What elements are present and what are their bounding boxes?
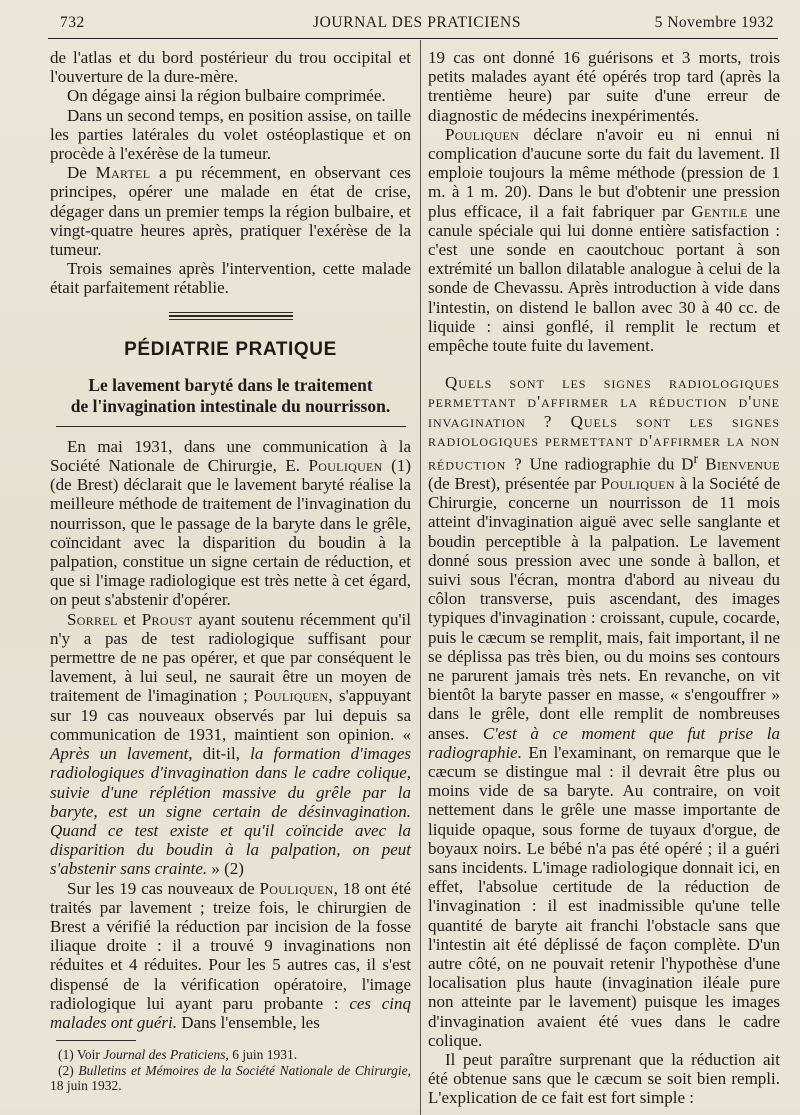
superscript: r bbox=[693, 451, 699, 468]
text-run: (1) Voir bbox=[58, 1047, 104, 1063]
paragraph: Il peut paraître surprenant que la réduction ait été obtenue sans que le cæcum se soit bien rempli. L'explication de ce fait est fort simple : bbox=[428, 1050, 780, 1108]
text-run: , 18 juin 1932. bbox=[50, 1062, 411, 1093]
author-name: Pouliquen bbox=[254, 686, 329, 706]
text-run: déclare n'avoir eu ni ennui ni complication d'aucune sorte du fait du lavement. Il emploie toujours la même méthode (pression de 1 m. à 1 m. 20). Dans le but d'obtenir une pression plus efficace, il a fait fabriquer par bbox=[428, 124, 780, 221]
header-rule bbox=[48, 38, 778, 39]
text-run: En mai 1931, dans une communication à la Société Nationale de Chirurgie, E. bbox=[50, 436, 411, 476]
paragraph: 19 cas ont donné 16 guérisons et 3 morts, trois petits malades ayant été opérés trop tard (après la trentième heure) par suite d'une erreur de diagnostic de médecins inexpérimentés. bbox=[428, 48, 780, 125]
article-title-line: Le lavement baryté dans le traitement bbox=[88, 374, 373, 395]
author-name: Proust bbox=[141, 609, 193, 629]
paragraph: Dans un second temps, en position assise, on taille les parties latérales du volet ostéoplastique et on procède à l'exérèse de la tumeur. bbox=[50, 105, 411, 164]
text-run: et bbox=[117, 609, 142, 629]
text-run: , 18 ont été traités par lavement ; treize fois, le chirurgien de Brest a vérifié la réduction par incision de la fosse iliaque droite : il a trouvé 9 invaginations non réduites et 4 réduites. Pour les 5 autres cas, il s'est dispensé de la vérification opératoire, l'image radiologique lui ayant paru probante : bbox=[50, 878, 411, 1013]
author-name: Pouliquen bbox=[308, 456, 383, 476]
running-header bbox=[60, 14, 774, 36]
article-title bbox=[50, 375, 411, 417]
text-run: (2) bbox=[58, 1062, 79, 1078]
text-run: (1) (de Brest) déclarait que le lavement baryté réalise la meilleure méthode de traitement de l'invagination du nourrisson, que le passage de la baryte dans le grêle, coïncidant avec la disparition du boudin à la palpation, constitue un signe certain de réduction, et que si l'image radiologique est très nette à cet égard, on peut s'abstenir d'opérer. bbox=[50, 456, 411, 610]
footnote bbox=[50, 1063, 411, 1094]
footnotes bbox=[50, 1047, 411, 1093]
right-column bbox=[428, 48, 780, 1108]
text-run: , 6 juin 1931. bbox=[225, 1047, 298, 1063]
column-divider bbox=[420, 40, 421, 1115]
paragraph: de l'atlas et du bord postérieur du trou occipital et l'ouverture de la dure-mère. bbox=[50, 48, 411, 87]
citation: Journal des Praticiens bbox=[103, 1047, 226, 1063]
author-name: Bienvenue bbox=[698, 454, 780, 474]
spacer bbox=[428, 355, 780, 373]
paragraph bbox=[50, 163, 411, 259]
text-run: , dit-il, bbox=[188, 744, 251, 764]
quote: Après un lavement bbox=[50, 744, 189, 764]
journal-title: JOURNAL DES PRATICIENS bbox=[312, 14, 522, 31]
article-title-line: de l'invagination intestinale du nourrisson. bbox=[70, 395, 391, 416]
paragraph bbox=[50, 879, 411, 1033]
text-run: Sur les 19 cas nouveaux de bbox=[67, 878, 260, 898]
paragraph bbox=[50, 610, 411, 879]
author-name: Pouliquen bbox=[259, 878, 334, 898]
footnote-rule bbox=[56, 1040, 136, 1041]
paragraph bbox=[428, 125, 780, 355]
quote: la formation d'images radiologiques d'invagination dans le cadre colique, suivie d'une réplétion massive du grêle par la baryte, est un signe certain de désinvagination. Quand ce test existe et qu'il coïncide avec la disparition du boudin à la palpation, on peut s'abstenir sans crainte. bbox=[50, 744, 411, 879]
left-column bbox=[50, 48, 411, 1093]
text-run: a pu récemment, en observant ces principes, opérer une malade en état de crise, dégager dans un premier temps la région bulbaire, et vingt-quatre heures après, pratiquer l'exérèse de la tumeur. bbox=[50, 163, 411, 260]
section-title: PÉDIATRIE PRATIQUE bbox=[124, 338, 337, 360]
text-run: En l'examinant, on remarque que le cæcum se distingue mal : il devrait être plus ou moins vide de sa baryte. Au contraire, on voit nettement dans le grêle une masse importante de liquide opaque, sous forme de tuyaux d'orgue, de boyaux noirs. Le bébé n'a pas été opéré ; il a guéri sans incidents. L'image radiologique donnait ici, en effet, l'absolue certitude de la réduction de l'invagination : il est inadmissible qu'une telle quantité de baryte ait franchi l'obstacle sans que l'intestin ait été déplissé de façon complète. D'un autre côté, on ne pouvait retenir l'hypothèse d'une localisation plus haute (invagination iléale pure non atteinte par le lavement) puisque les images d'invagination avaient été vues dans le cadre colique. bbox=[428, 742, 780, 1050]
author-name: Martel bbox=[95, 163, 151, 183]
decorative-rule bbox=[169, 312, 293, 322]
text-run: (de Brest), présentée par bbox=[428, 473, 601, 493]
text-run: Dans l'ensemble, les bbox=[177, 1012, 320, 1032]
paragraph bbox=[50, 437, 411, 610]
text-run: De bbox=[67, 163, 96, 183]
author-name: Gentile bbox=[691, 201, 748, 221]
issue-date: 5 Novembre 1932 bbox=[654, 14, 774, 31]
title-rule bbox=[56, 426, 406, 427]
citation: Bulletins et Mémoires de la Société Nationale de Chirurgie bbox=[78, 1062, 408, 1078]
text-run: , s'appuyant sur 19 cas nouveaux observés par lui depuis sa communication de 1931, maintient son opinion. « bbox=[50, 686, 411, 744]
footnote bbox=[50, 1047, 411, 1062]
paragraph: Trois semaines après l'intervention, cette malade était parfaitement rétablie. bbox=[50, 259, 411, 298]
paragraph: On dégage ainsi la région bulbaire comprimée. bbox=[67, 86, 386, 106]
text-run: Une radiographie du D bbox=[522, 454, 694, 474]
quote: C'est à ce moment que fut prise la radiographie. bbox=[428, 723, 780, 762]
author-name: Sorrel bbox=[67, 609, 118, 629]
text-run: à la Société de Chirurgie, concerne un nourrisson de 11 mois atteint d'invagination aiguë avec selle sanglante et boudin perceptible à la palpation. Le lavement donné sous pression avec une sonde à ballon, et suivi sous l'écran, montra d'abord au niveau du côlon transverse, puis ascendant, des images typiques d'invagination : croissant, cupule, cocarde, puis le cæcum se remplit, mais, fait important, il ne se déplissa pas très bien, ou du moins ses contours ne parurent jamais très nets. En revanche, on vit bientôt la baryte passer en masse, « s'engouffrer » dans le grêle, dont elle remplit de nombreuses anses. bbox=[428, 473, 780, 743]
author-name: Pouliquen bbox=[445, 124, 520, 144]
text-run: une canule spéciale qui lui donne entière satisfaction : c'est une sonde en caoutchouc portant à son extrémité un ballon dilatable analogue à celui de la sonde de Chevassu. Après introduction à vide dans l'intestin, on distend le ballon avec 30 à 40 cc. de liquide : ainsi gonflé, il remplit le rectum et empêche toute fuite du lavement. bbox=[428, 201, 781, 356]
author-name: Pouliquen bbox=[600, 473, 675, 493]
page-number: 732 bbox=[60, 14, 85, 31]
question-heading: Quels sont les signes radiologiques permettant d'affirmer la réduction d'une invagination ? Quels sont les signes radiologiques permettant d'affirmer la non réduction ? bbox=[428, 373, 780, 474]
quote: ces cinq malades ont guéri. bbox=[50, 993, 411, 1032]
text-run: ayant soutenu récemment qu'il n'y a pas de test radiologique suffisant pour permettre de ne pas opérer, et que par conséquent le lavement, à lui seul, ne saurait être un moyen de traitement de l'imagination ; bbox=[50, 609, 411, 706]
paragraph bbox=[428, 373, 780, 1050]
text-run: » (2) bbox=[207, 859, 244, 879]
